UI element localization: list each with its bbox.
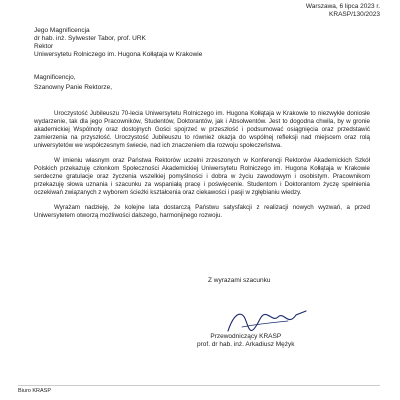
addressee-block xyxy=(34,27,202,59)
date-reference-block xyxy=(306,3,380,19)
addressee-role: Rektor xyxy=(34,43,54,50)
reference-number: KRASP/130/2023 xyxy=(329,11,380,18)
body-paragraph-3: Wyrażam nadzieję, że kolejne lata dostarczą Państwu satysfakcji z realizacji nowych wyzwań, a przed Uniwersytetem otworzą możliwości dalszego, harmonijnego rozwoju. xyxy=(34,204,370,219)
addressee-name: dr hab. inż. Sylwester Tabor, prof. URK xyxy=(34,35,146,42)
addressee-honorific: Jego Magnificencja xyxy=(34,27,90,34)
addressee-institution: Uniwersytetu Rolniczego im. Hugona Kołłątaja w Krakowie xyxy=(34,51,203,58)
footer-divider xyxy=(18,385,380,386)
letter-body xyxy=(34,110,370,227)
body-paragraph-1: Uroczystość Jubileuszu 70-lecia Uniwersytetu Rolniczego im. Hugona Kołłątaja w Krakowie to niezwykle doniosłe wydarzenie, tak dla jego Pracowników, Studentów, Doktorantów, jak i Absolwentów. Jest to dogodna chwila, by w gronie akademickiej Wspólnoty oraz dostojnych Gości spojrzeć w przeszłość i podsumować osiągnięcia oraz przedstawić zamierzenia na przyszłość. Uroczystość Jubileuszu to również okazja do wspólnej refleksji nad miejscem oraz rolą uniwersytetów we współczesnym świecie, nad ich znaczeniem dla rozwoju społeczeństwa. xyxy=(34,110,370,149)
closing-regards: Z wyrazami szacunku xyxy=(208,277,271,284)
signer-block xyxy=(197,333,295,349)
salutation-block xyxy=(34,73,112,93)
salutation-line-1: Magnificencjo, xyxy=(34,74,76,81)
footer-label: Biuro KRASP xyxy=(18,388,52,394)
signer-name: prof. dr hab. inż. Arkadiusz Mężyk xyxy=(197,341,295,348)
body-paragraph-2: W imieniu własnym oraz Państwa Rektorów uczelni zrzeszonych w Konferencji Rektorów Akademickich Szkół Polskich przekazuję członkom Społeczności Akademickiej Uniwersytetu Rolniczego im. Hugona Kołłątaja w Krakowie serdeczne gratulacje oraz życzenia wszelkiej pomyślności i dobra w życiu zawodowym i osobistym. Pracownikom przekazuję słowa uznania i szacunku za wspaniałą pracę i poświęcenie. Studentom i Doktorantom życzę spełnienia oczekiwań związanych z wyborem ścieżki kształcenia oraz ciekawości i pasji w zgłębianiu wiedzy. xyxy=(34,157,370,196)
signer-title: Przewodniczący KRASP xyxy=(210,333,282,340)
letter-date: Warszawa, 6 lipca 2023 r. xyxy=(305,3,380,10)
salutation-line-2: Szanowny Panie Rektorze, xyxy=(34,84,113,91)
